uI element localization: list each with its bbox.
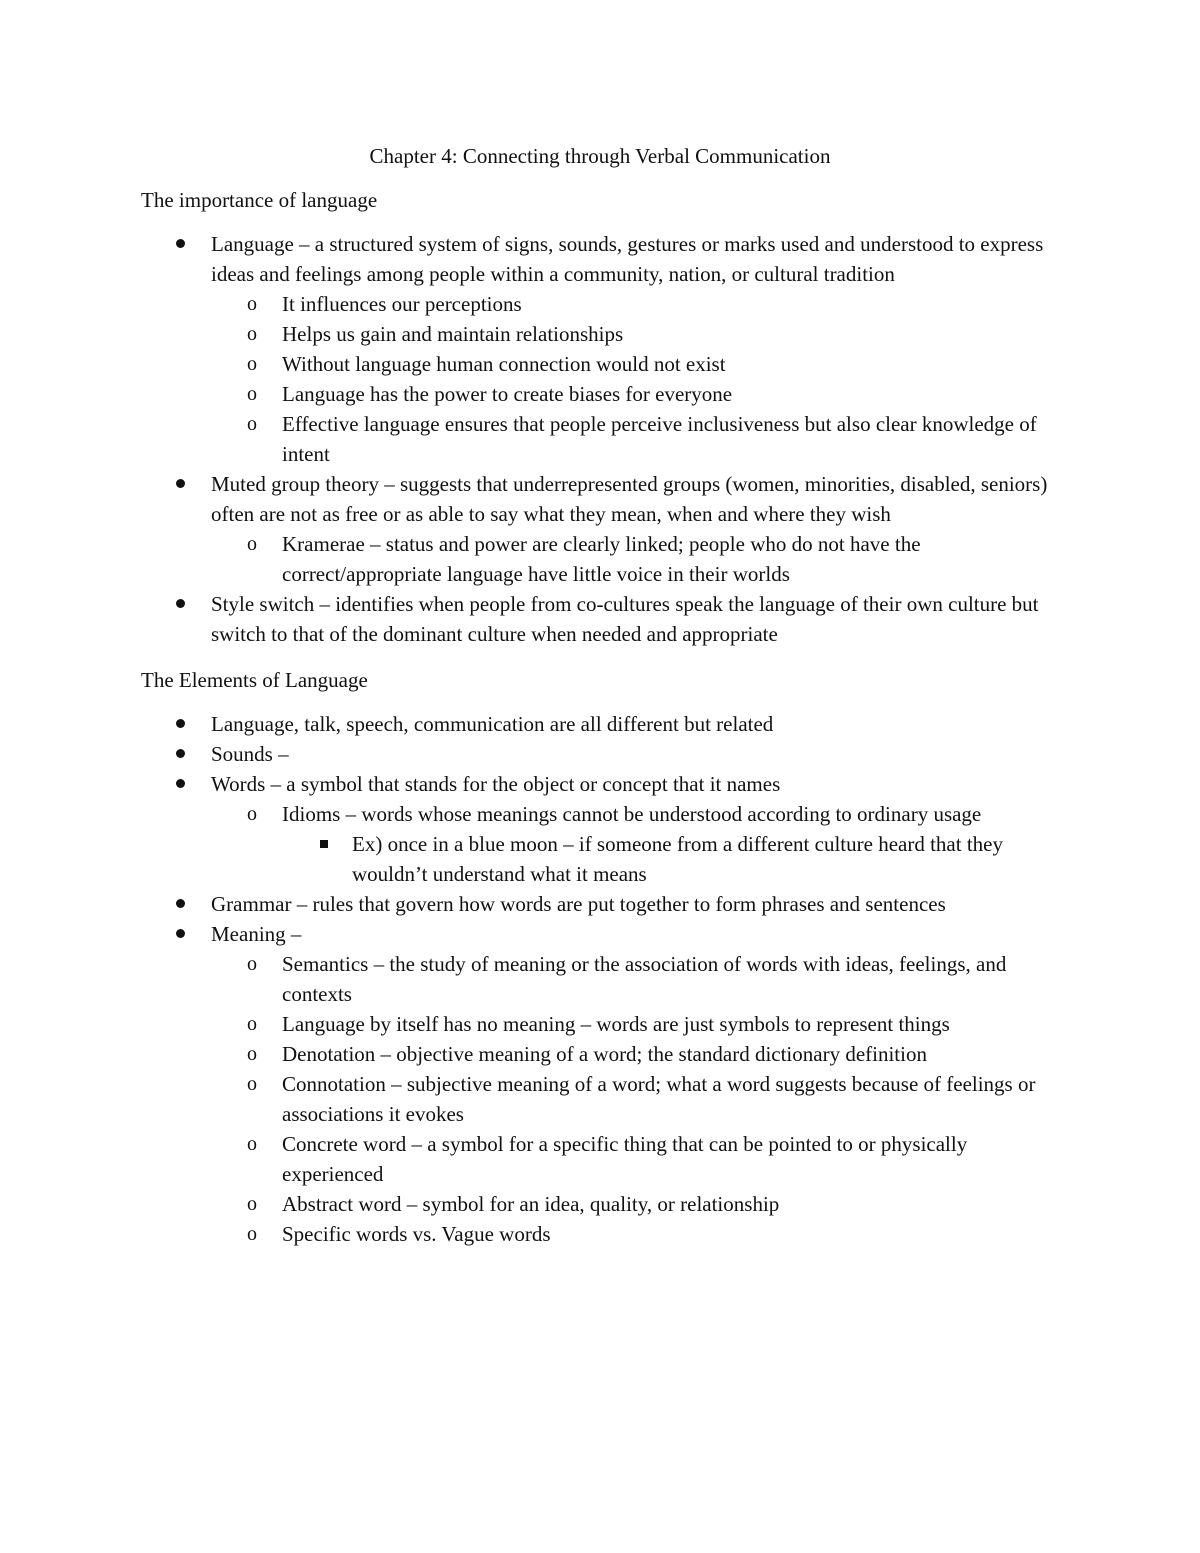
list-item-text: Grammar – rules that govern how words are put together to form phrases and sentences xyxy=(211,892,946,916)
sub-list-item xyxy=(211,289,1059,319)
sub-list-item xyxy=(211,1129,1059,1189)
sub-item-text: Effective language ensures that people perceive inclusiveness but also clear knowledge of intent xyxy=(282,412,1037,466)
sub-list-item xyxy=(211,319,1059,349)
sub-list-item xyxy=(211,949,1059,1009)
sub-list-item xyxy=(211,1039,1059,1069)
circle-bullet-icon: o xyxy=(247,323,257,345)
section-heading: The importance of language xyxy=(141,188,378,212)
list-item-text: Style switch – identifies when people from co-cultures speak the language of their own culture but switch to that of the dominant culture when needed and appropriate xyxy=(211,592,1039,646)
sub-item-text: Language has the power to create biases for everyone xyxy=(282,382,733,406)
circle-bullet-icon: o xyxy=(247,1043,257,1065)
list-item-text: Words – a symbol that stands for the object or concept that it names xyxy=(211,772,781,796)
sub-list xyxy=(211,289,1059,469)
circle-bullet-icon: o xyxy=(247,293,257,315)
bullet-icon xyxy=(173,589,187,619)
circle-bullet-icon: o xyxy=(247,1013,257,1035)
sub-list xyxy=(211,799,1059,889)
sub-item-text: Specific words vs. Vague words xyxy=(282,1222,551,1246)
document-content xyxy=(141,141,1059,1249)
sub-item-text: Abstract word – symbol for an idea, quality, or relationship xyxy=(282,1192,780,1216)
list-item xyxy=(141,469,1059,589)
sub-list-item xyxy=(211,379,1059,409)
list-item xyxy=(141,919,1059,1249)
sub-list-item xyxy=(211,349,1059,379)
sub-list-item xyxy=(211,1189,1059,1219)
bullet-list xyxy=(141,709,1059,1249)
sub-list-item xyxy=(211,529,1059,589)
list-item-text: Language – a structured system of signs, sounds, gestures or marks used and understood to express ideas and feelings among people within a community, nation, or cultural tradition xyxy=(211,232,1044,286)
circle-bullet-icon: o xyxy=(247,383,257,405)
sub-item-text: Semantics – the study of meaning or the association of words with ideas, feelings, and contexts xyxy=(282,952,1007,1006)
sub-sub-list-item xyxy=(282,829,1059,889)
sub-item-text: Without language human connection would not exist xyxy=(282,352,726,376)
list-item xyxy=(141,709,1059,739)
bullet-icon xyxy=(173,469,187,499)
circle-bullet-icon: o xyxy=(247,953,257,975)
list-item-text: Meaning – xyxy=(211,922,302,946)
sub-item-text: Denotation – objective meaning of a word; the standard dictionary definition xyxy=(282,1042,927,1066)
bullet-list xyxy=(141,229,1059,649)
sub-sub-item-text: Ex) once in a blue moon – if someone from a different culture heard that they wouldn’t understand what it means xyxy=(352,832,1003,886)
square-bullet-icon xyxy=(320,840,328,848)
sub-item-text: It influences our perceptions xyxy=(282,292,522,316)
sub-item-text: Kramerae – status and power are clearly linked; people who do not have the correct/appropriate language have little voice in their worlds xyxy=(282,532,921,586)
sub-sub-list xyxy=(282,829,1059,889)
sub-item-text: Concrete word – a symbol for a specific thing that can be pointed to or physically experienced xyxy=(282,1132,968,1186)
circle-bullet-icon: o xyxy=(247,413,257,435)
sub-item-text: Connotation – subjective meaning of a word; what a word suggests because of feelings or associations it evokes xyxy=(282,1072,1036,1126)
bullet-icon xyxy=(173,769,187,799)
sub-list xyxy=(211,529,1059,589)
circle-bullet-icon: o xyxy=(247,1133,257,1155)
list-item xyxy=(141,229,1059,469)
sub-list-item xyxy=(211,799,1059,889)
sub-item-text: Idioms – words whose meanings cannot be understood according to ordinary usage xyxy=(282,802,982,826)
list-item xyxy=(141,769,1059,889)
bullet-icon xyxy=(173,739,187,769)
bullet-icon xyxy=(173,229,187,259)
bullet-icon xyxy=(173,709,187,739)
sub-item-text: Language by itself has no meaning – words are just symbols to represent things xyxy=(282,1012,950,1036)
circle-bullet-icon: o xyxy=(247,353,257,375)
circle-bullet-icon: o xyxy=(247,1073,257,1095)
circle-bullet-icon: o xyxy=(247,803,257,825)
list-item-text: Sounds – xyxy=(211,742,289,766)
list-item-text: Language, talk, speech, communication are all different but related xyxy=(211,712,774,736)
list-item-text: Muted group theory – suggests that underrepresented groups (women, minorities, disabled, seniors) often are not as free or as able to say what they mean, when and where they wish xyxy=(211,472,1048,526)
list-item xyxy=(141,589,1059,649)
circle-bullet-icon: o xyxy=(247,533,257,555)
list-item xyxy=(141,739,1059,769)
section-heading: The Elements of Language xyxy=(141,668,368,692)
sub-item-text: Helps us gain and maintain relationships xyxy=(282,322,624,346)
bullet-icon xyxy=(173,919,187,949)
sub-list-item xyxy=(211,1069,1059,1129)
bullet-icon xyxy=(173,889,187,919)
sub-list-item xyxy=(211,409,1059,469)
sub-list-item xyxy=(211,1009,1059,1039)
circle-bullet-icon: o xyxy=(247,1193,257,1215)
sub-list xyxy=(211,949,1059,1249)
circle-bullet-icon: o xyxy=(247,1223,257,1245)
sub-list-item xyxy=(211,1219,1059,1249)
page-title: Chapter 4: Connecting through Verbal Communication xyxy=(369,144,831,168)
list-item xyxy=(141,889,1059,919)
